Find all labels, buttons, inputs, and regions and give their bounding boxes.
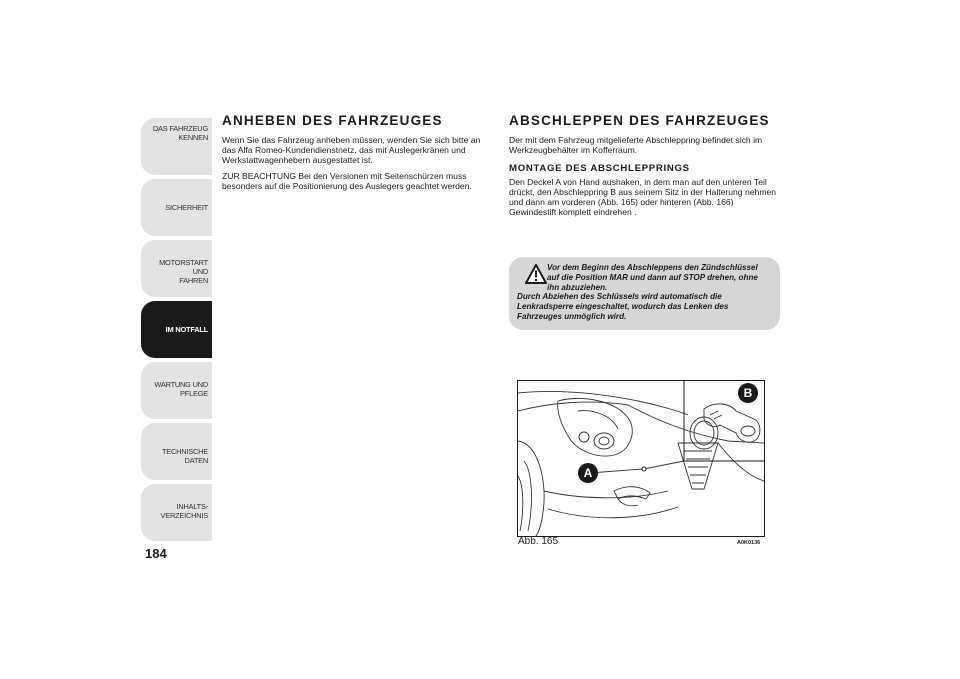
subsection-title-montage: MONTAGE DES ABSCHLEPPRINGS xyxy=(509,163,690,174)
tab-inhaltsverzeichnis[interactable]: INHALTS- VERZEICHNIS xyxy=(141,484,212,541)
paragraph-montage: Den Deckel A von Hand aushaken, in dem man auf den unteren Teil drückt, den Abschleppring B aus seinem Sitz in der Halterung nehmen und dann am vorderen (Abb. 165) oder hinteren (Abb. 166) Gewindestift komplett eindrehen . xyxy=(509,177,777,217)
tab-sicherheit[interactable]: SICHERHEIT xyxy=(141,179,212,236)
warning-triangle-icon xyxy=(525,264,547,284)
tab-im-notfall[interactable]: IM NOTFALL xyxy=(141,301,212,358)
figure-abb-165 xyxy=(517,380,765,537)
tab-das-fahrzeug-kennen[interactable]: DAS FAHRZEUG KENNEN xyxy=(141,118,212,175)
tab-technische-daten[interactable]: TECHNISCHE DATEN xyxy=(141,423,212,480)
label-b: B xyxy=(743,386,753,400)
section-anheben xyxy=(222,113,484,197)
tab-motorstart-und-fahren[interactable]: MOTORSTART UND FAHREN xyxy=(141,240,212,297)
paragraph-anheben-1: Wenn Sie das Fahrzeug anheben müssen, wenden Sie sich bitte an das Alfa Romeo-Kundendienstnetz, das mit Auslegerkränen und Werkstattwagenhebern ausgestattet ist. xyxy=(222,135,481,165)
car-front-illustration xyxy=(518,381,764,536)
warning-box xyxy=(509,257,780,330)
paragraph-abschleppen-1: Der mit dem Fahrzeug mitgelieferte Abschleppring befindet sich im Werkzeugbehälter im Kofferraum. xyxy=(509,135,763,155)
tab-wartung-und-pflege[interactable]: WARTUNG UND PFLEGE xyxy=(141,362,212,419)
section-abschleppen xyxy=(509,113,781,223)
figure-code: A0K0136 xyxy=(737,540,761,546)
section-title-anheben: ANHEBEN DES FAHRZEUGES xyxy=(222,113,443,128)
warning-text: Vor dem Beginn des Abschleppens den Zündschlüssel auf die Position MAR und dann auf STOP drehen, ohne ihn abzuziehen. Durch Abziehen des Schlüssels wird automatisch die Lenkradsperre eingeschaltet, wodurch das Lenken des Fahrzeuges unmöglich wird. xyxy=(517,263,758,321)
paragraph-anheben-note: ZUR BEACHTUNG Bei den Versionen mit Seitenschürzen muss besonders auf die Positionierung des Auslegers geachtet werden. xyxy=(222,171,472,191)
page-number: 184 xyxy=(145,546,167,561)
figure-caption: Abb. 165 xyxy=(518,536,559,547)
section-title-abschleppen: ABSCHLEPPEN DES FAHRZEUGES xyxy=(509,113,770,128)
label-a: A xyxy=(583,466,593,480)
